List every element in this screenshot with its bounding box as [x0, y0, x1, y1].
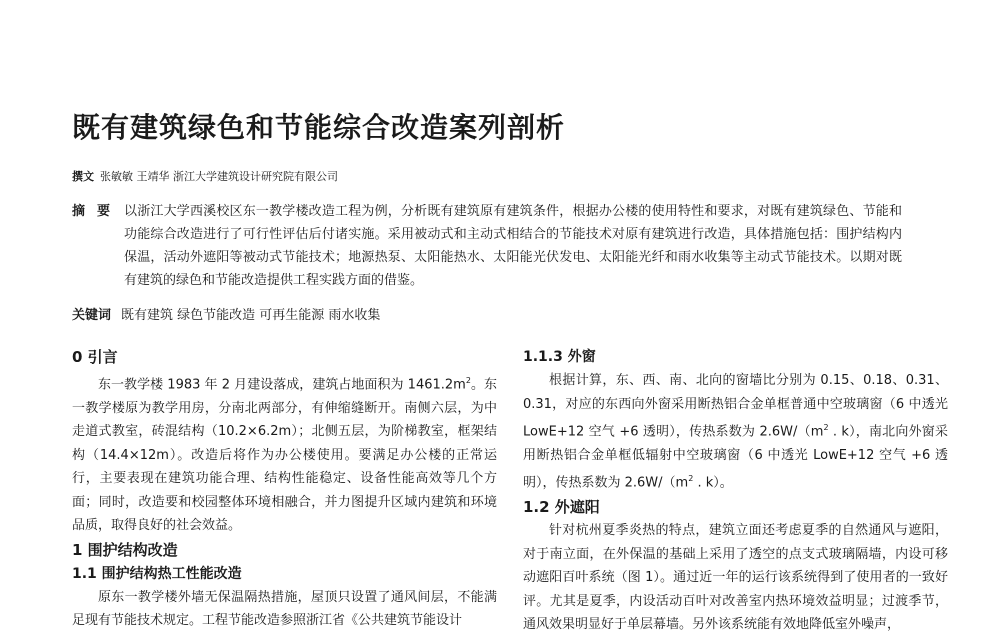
thermal-paragraph: 原东一教学楼外墙无保温隔热措施，屋顶只设置了通风间层，不能满足现有节能技术规定。工程节能改造参照浙江省《公共建筑节能设计 — [72, 589, 497, 629]
author-line — [72, 168, 338, 184]
abstract-text: 以浙江大学西溪校区东一教学楼改造工程为例，分析既有建筑原有建筑条件，根据办公楼的使用特性和要求，对既有建筑绿色、节能和功能综合改造进行了可行性评估后付诸实施。采用被动式和主动式相结合的节能技术对原有建筑进行改造，具体措施包括：围护结构内保温，活动外遮阳等被动式节能技术；地源热泵、太阳能热水、太阳能光伏发电、太阳能光纤和雨水收集等主动式节能技术。以期对既有建筑的绿色和节能改造提供工程实践方面的借鉴。 — [124, 204, 902, 288]
window-paragraph — [523, 369, 948, 495]
left-column — [72, 345, 497, 633]
keywords-text: 既有建筑 绿色节能改造 可再生能源 雨水收集 — [121, 308, 381, 323]
window-text-1: 根据计算，东、西、南、北向的窗墙比分别为 0.15、0.18、0.31、0.31，对应的东西向外窗采用断热铝合金单框普通中空玻璃窗（6 中透光 LowE+12 空气 +6 透明），传热系数为 2.6W/（m — [523, 373, 948, 440]
abstract-block — [72, 200, 902, 292]
abstract-label: 摘要 — [72, 204, 123, 219]
author-names: 张敏敏 王靖华 浙江大学建筑设计研究院有限公司 — [100, 170, 338, 183]
section-heading-shading: 1.2 外遮阳 — [523, 498, 600, 517]
author-label: 撰文 — [72, 170, 94, 183]
window-text-2: . k），南北向外窗采用断热铝合金单框低辐射中空玻璃窗（6 中透光 LowE+12 空气 +6 透明），传热系数为 2.6W/（m — [523, 424, 948, 491]
unit-superscript-2: 2 — [688, 474, 694, 484]
intro-text-2: 。东一教学楼原为教学用房，分南北两部分，有伸缩缝断开。南侧六层，为中走道式教室，砖混结构（10.2×6.2m）；北侧五层，为阶梯教室，框架结构（14.4×12m）。改造后将作为办公楼使用。要满足办公楼的正常运行，主要表现在建筑功能合理、结构性能稳定、设备性能高效等几个方面；同时，改造要和校园整体环境相融合，并力图提升区域内建筑和环境品质，取得良好的社会效益。 — [72, 377, 497, 534]
subsection-heading-thermal: 1.1 围护结构热工性能改造 — [72, 565, 242, 582]
unit-superscript-1: 2 — [823, 423, 829, 432]
intro-paragraph — [72, 369, 497, 538]
window-text-3: . k）。 — [693, 475, 733, 491]
right-column — [523, 345, 948, 637]
subsection-heading-window: 1.1.3 外窗 — [523, 349, 596, 365]
section-heading-intro: 0 引言 — [72, 348, 118, 366]
keywords-label: 关键词 — [72, 308, 112, 323]
area-unit-superscript: 2 — [465, 376, 471, 385]
article-title: 既有建筑绿色和节能综合改造案列剖析 — [72, 111, 566, 144]
intro-text-1: 东一教学楼 1983 年 2 月建设落成，建筑占地面积为 1461.2m — [98, 377, 466, 393]
section-heading-envelope: 1 围护结构改造 — [72, 540, 178, 559]
shading-paragraph: 针对杭州夏季炎热的特点，建筑立面还考虑夏季的自然通风与遮阳，对于南立面，在外保温的基础上采用了透空的点支式玻璃隔墙，内设可移动遮阳百叶系统（图 1）。通过近一年的运行该系统得到了使用者的一致好评。尤其是夏季，内设活动百叶对改善室内热环境效益明显；过渡季节，通风效果明显好于单层幕墙。另外该系统能有效地降低室外噪声， — [523, 523, 948, 633]
keywords-line — [72, 304, 380, 323]
